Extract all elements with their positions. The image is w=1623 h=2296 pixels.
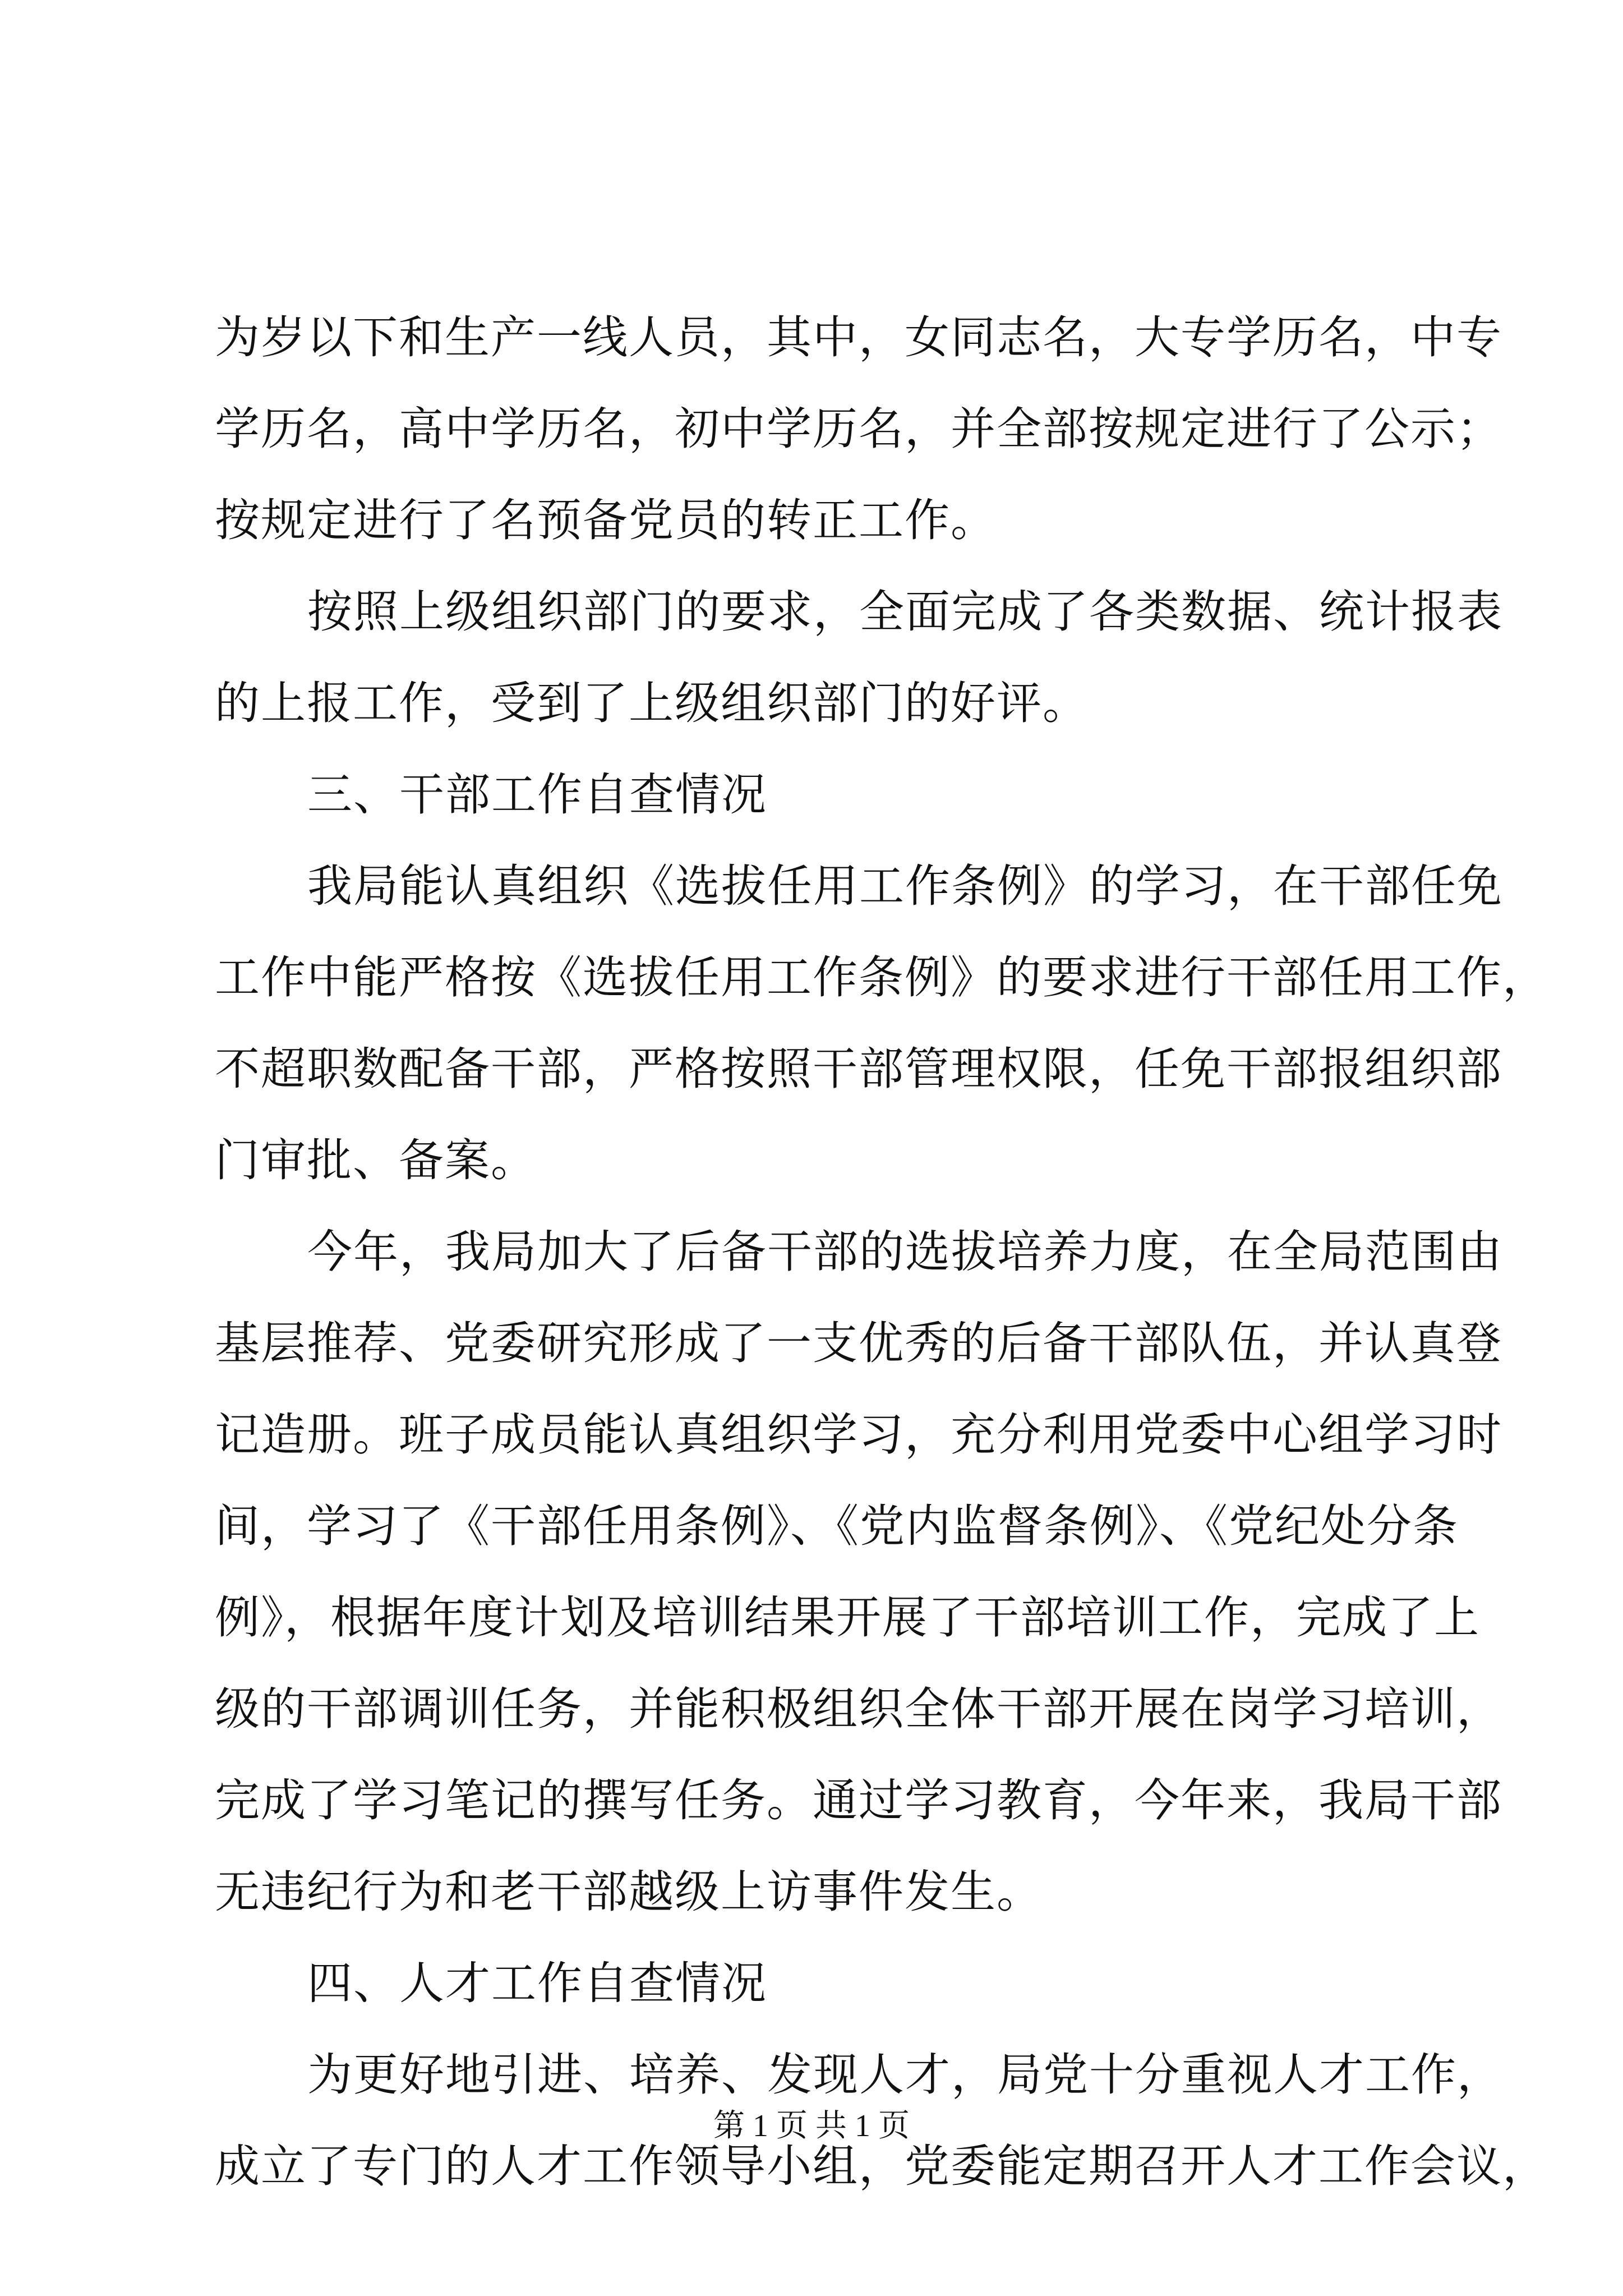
section-heading: 四、人才工作自查情况	[307, 1957, 767, 2009]
text-line: 级的干部调训任务，并能积极组织全体干部开展在岗学习培训，	[215, 1683, 1502, 1735]
text-line: 基层推荐、党委研究形成了一支优秀的后备干部队伍，并认真登	[215, 1317, 1502, 1369]
text-line: 记造册。班子成员能认真组织学习，充分利用党委中心组学习时	[215, 1409, 1502, 1461]
text-line: 的上报工作，受到了上级组织部门的好评。	[215, 677, 1089, 729]
text-line: 工作中能严格按《选拔任用工作条例》的要求进行干部任用工作，	[215, 951, 1548, 1004]
text-line: 为岁以下和生产一线人员，其中，女同志名，大专学历名，中专	[215, 311, 1502, 364]
text-line: 完成了学习笔记的撰写任务。通过学习教育，今年来，我局干部	[215, 1774, 1502, 1826]
text-line: 无违纪行为和老干部越级上访事件发生。	[215, 1866, 1043, 1918]
text-line: 门审批、备案。	[215, 1134, 537, 1186]
paragraph-start-line: 今年，我局加大了后备干部的选拔培养力度，在全局范围由	[307, 1226, 1503, 1278]
text-line: 学历名，高中学历名，初中学历名，并全部按规定进行了公示；	[215, 403, 1502, 455]
text-line: 按规定进行了名预备党员的转正工作。	[215, 494, 997, 546]
paragraph-start-line: 为更好地引进、培养、发现人才，局党十分重视人才工作，	[307, 2049, 1503, 2101]
paragraph-start-line: 按照上级组织部门的要求，全面完成了各类数据、统计报表	[307, 586, 1503, 638]
text-line: 间，学习了《干部任用条例》、《党内监督条例》、《党纪处分条	[215, 1500, 1459, 1552]
document-body	[215, 292, 1548, 2212]
section-heading: 三、干部工作自查情况	[307, 769, 767, 821]
text-line: 例》，根据年度计划及培训结果开展了干部培训工作，完成了上	[215, 1591, 1480, 1644]
text-line: 成立了专门的人才工作领导小组，党委能定期召开人才工作会议，	[215, 2140, 1548, 2192]
text-line: 不超职数配备干部，严格按照干部管理权限，任免干部报组织部	[215, 1043, 1502, 1095]
page-number-footer: 第 1 页 共 1 页	[713, 2109, 910, 2143]
paragraph-start-line: 我局能认真组织《选拔任用工作条例》的学习，在干部任免	[307, 860, 1503, 912]
